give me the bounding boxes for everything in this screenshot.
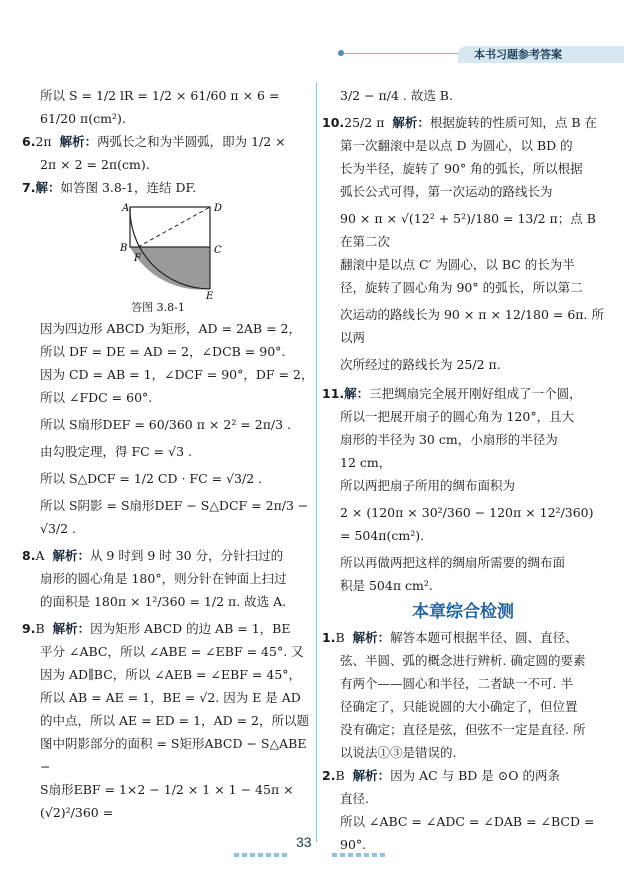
answer-value: 25/2 π — [344, 115, 385, 130]
section-title: 本章综合检测 — [412, 602, 514, 622]
answer-value: 解： — [344, 386, 370, 401]
answer-line: 扇形的半径为 30 cm，小扇形的半径为 — [340, 432, 558, 447]
answer-line: 的面积是 180π × 1²/360 = 1/2 π. 故选 A. — [40, 594, 287, 609]
analysis-label: 解析： — [52, 548, 90, 563]
figure-3-8-1 — [110, 203, 240, 299]
answer-line — [322, 764, 604, 787]
answer-text: 因为 AC 与 BD 是 ⊙O 的两条 — [390, 768, 560, 783]
question-number: 6. — [22, 134, 36, 149]
answer-line: 径，旋转了圆心角为 90° 的弧长，所以第二 — [340, 280, 583, 295]
shaded-region — [130, 247, 210, 290]
label-c: C — [214, 245, 222, 256]
answer-line: 所以 AB = AE = 1，BE = √2. 因为 E 是 AD — [40, 690, 301, 705]
page-number: 33 — [296, 834, 312, 850]
answer-line: 翻滚中是以点 C′ 为圆心，以 BC 的长为半 — [340, 257, 575, 272]
question-number: 2. — [322, 768, 336, 783]
footer-dots-left — [234, 842, 290, 846]
right-column — [322, 84, 604, 856]
question-number: 8. — [22, 548, 36, 563]
question-number: 1. — [322, 630, 336, 645]
page-header — [338, 44, 624, 64]
answer-line: 长为半径，旋转了 90° 角的弧长，所以根据 — [340, 161, 583, 176]
analysis-label: 解析： — [392, 115, 430, 130]
answer-line: 2 × (120π × 30²/360 − 120π × 12²/360) = 504π(cm²). — [340, 505, 594, 543]
answer-line: 图中阴影部分的面积 = S矩形ABCD − S△ABE − — [40, 736, 307, 774]
answer-line: 扇形的圆心角是 180°，则分针在钟面上扫过 — [40, 571, 287, 586]
answer-value: A — [35, 548, 45, 563]
answer-line: 以说法①③是错误的. — [340, 745, 457, 760]
answer-text: 因为矩形 ABCD 的边 AB = 1，BE — [90, 621, 291, 636]
analysis-label: 解析： — [59, 134, 98, 149]
answer-line: 由勾股定理，得 FC = √3 . — [40, 444, 192, 459]
answer-line — [22, 617, 314, 640]
answer-line: 90°. — [340, 837, 367, 852]
answer-line: 所以 DF = DE = AD = 2，∠DCB = 90°. — [40, 344, 286, 359]
answer-line: S扇形EBF = 1×2 − 1/2 × 1 × 1 − 45π × (√2)²/360 = — [40, 782, 294, 820]
answer-line: 因为 CD = AB = 1，∠DCF = 90°，DF = 2， — [40, 367, 314, 382]
answer-text: 三把绸扇完全展开刚好组成了一个圆， — [369, 386, 582, 401]
answer-line — [22, 176, 314, 199]
answer-line: 有两个——圆心和半径，二者缺一不可. 半 — [340, 676, 573, 691]
answer-line: 因为四边形 ABCD 为矩形，AD = 2AB = 2， — [40, 321, 301, 336]
label-d: D — [214, 203, 223, 214]
answer-line: 所以 S扇形DEF = 60/360 π × 2² = 2π/3 . — [40, 417, 292, 432]
column-divider — [316, 82, 317, 842]
footer-dots-right — [332, 842, 388, 846]
left-column — [22, 84, 314, 824]
segment-df — [138, 207, 210, 247]
label-f: F — [134, 253, 141, 264]
answer-line: 直径. — [340, 791, 369, 806]
answer-text: 两弧长之和为半圆弧，即为 1/2 × — [97, 134, 286, 149]
answer-line — [322, 382, 604, 405]
answer-line: 90 × π × √(12² + 5²)/180 = 13/2 π；点 B 在第二次 — [340, 211, 596, 249]
answer-line: 平分 ∠ABC，所以 ∠ABE = ∠EBF = 45°. 又 — [40, 644, 304, 659]
answer-line: 2π × 2 = 2π(cm). — [40, 157, 150, 172]
answer-line: 所以 S = 1/2 lR = 1/2 × 61/60 π × 6 = 61/20 π(cm²). — [40, 88, 280, 126]
answer-line — [322, 626, 604, 649]
answer-line: 第一次翻滚中是以点 D 为圆心，以 BD 的 — [340, 138, 573, 153]
answer-text: 如答图 3.8-1，连结 DF. — [60, 180, 197, 195]
rectangle-abcd — [130, 207, 210, 247]
answer-line: 所以两把扇子所用的绸布面积为 — [340, 478, 516, 493]
answer-line: 弧长公式可得，第一次运动的路线长为 — [340, 184, 553, 199]
label-e: E — [206, 291, 214, 299]
figure-caption: 答图 3.8-1 — [131, 301, 185, 314]
answer-line: 因为 AD∥BC，所以 ∠AEB = ∠EBF = 45°， — [40, 667, 302, 682]
label-a: A — [122, 203, 130, 214]
answer-line: 积是 504π cm². — [340, 578, 433, 593]
answer-line — [22, 130, 314, 153]
page-footer — [0, 834, 624, 854]
answer-value: B — [335, 768, 345, 783]
answer-line: 3/2 − π/4 . 故选 B. — [340, 88, 453, 103]
answer-line: 12 cm， — [340, 455, 392, 470]
answer-line: 所以 ∠ABC = ∠ADC = ∠DAB = ∠BCD = — [340, 814, 595, 829]
answer-line: 所以 S阴影 = S扇形DEF − S△DCF = 2π/3 − √3/2 . — [40, 498, 309, 536]
question-number: 11. — [322, 386, 345, 401]
answer-value: 解： — [35, 180, 61, 195]
geometry-diagram — [110, 203, 240, 299]
label-b: B — [120, 243, 128, 254]
answer-line: 所以 S△DCF = 1/2 CD · FC = √3/2 . — [40, 471, 263, 486]
answer-line: 所以再做两把这样的绸扇所需要的绸布面 — [340, 555, 566, 570]
header-dot — [338, 50, 344, 56]
answer-text: 解答本题可根据半径、圆、直径、 — [390, 630, 578, 645]
answer-value: B — [335, 630, 345, 645]
answer-line — [322, 111, 604, 134]
answer-line: 所以 ∠FDC = 60°. — [40, 390, 153, 405]
question-number: 10. — [322, 115, 345, 130]
answer-text: 从 9 时到 9 时 30 分，分针扫过的 — [89, 548, 284, 563]
answer-value: B — [35, 621, 45, 636]
question-number: 7. — [22, 180, 36, 195]
answer-value: 2π — [35, 134, 52, 149]
question-number: 9. — [22, 621, 36, 636]
header-title: 本书习题参考答案 — [458, 46, 624, 63]
analysis-label: 解析： — [352, 768, 391, 783]
answer-line: 径确定了，只能说圆的大小确定了，但位置 — [340, 699, 578, 714]
answer-line: 的中点，所以 AE = ED = 1，AD = 2，所以题 — [40, 713, 309, 728]
analysis-label: 解析： — [352, 630, 391, 645]
answer-line — [22, 544, 314, 567]
answer-text: 根据旋转的性质可知，点 B 在 — [429, 115, 598, 130]
analysis-label: 解析： — [52, 621, 91, 636]
answer-line: 次运动的路线长为 90 × π × 12/180 = 6π. 所以两 — [340, 307, 604, 345]
answer-line: 次所经过的路线长为 25/2 π. — [340, 357, 501, 372]
answer-line: 弦、半圆、弧的概念进行辨析. 确定圆的要素 — [340, 653, 586, 668]
answer-line: 所以一把展开扇子的圆心角为 120°，且大 — [340, 409, 575, 424]
answer-line: 没有确定；直径是弦，但弦不一定是直径. 所 — [340, 722, 586, 737]
